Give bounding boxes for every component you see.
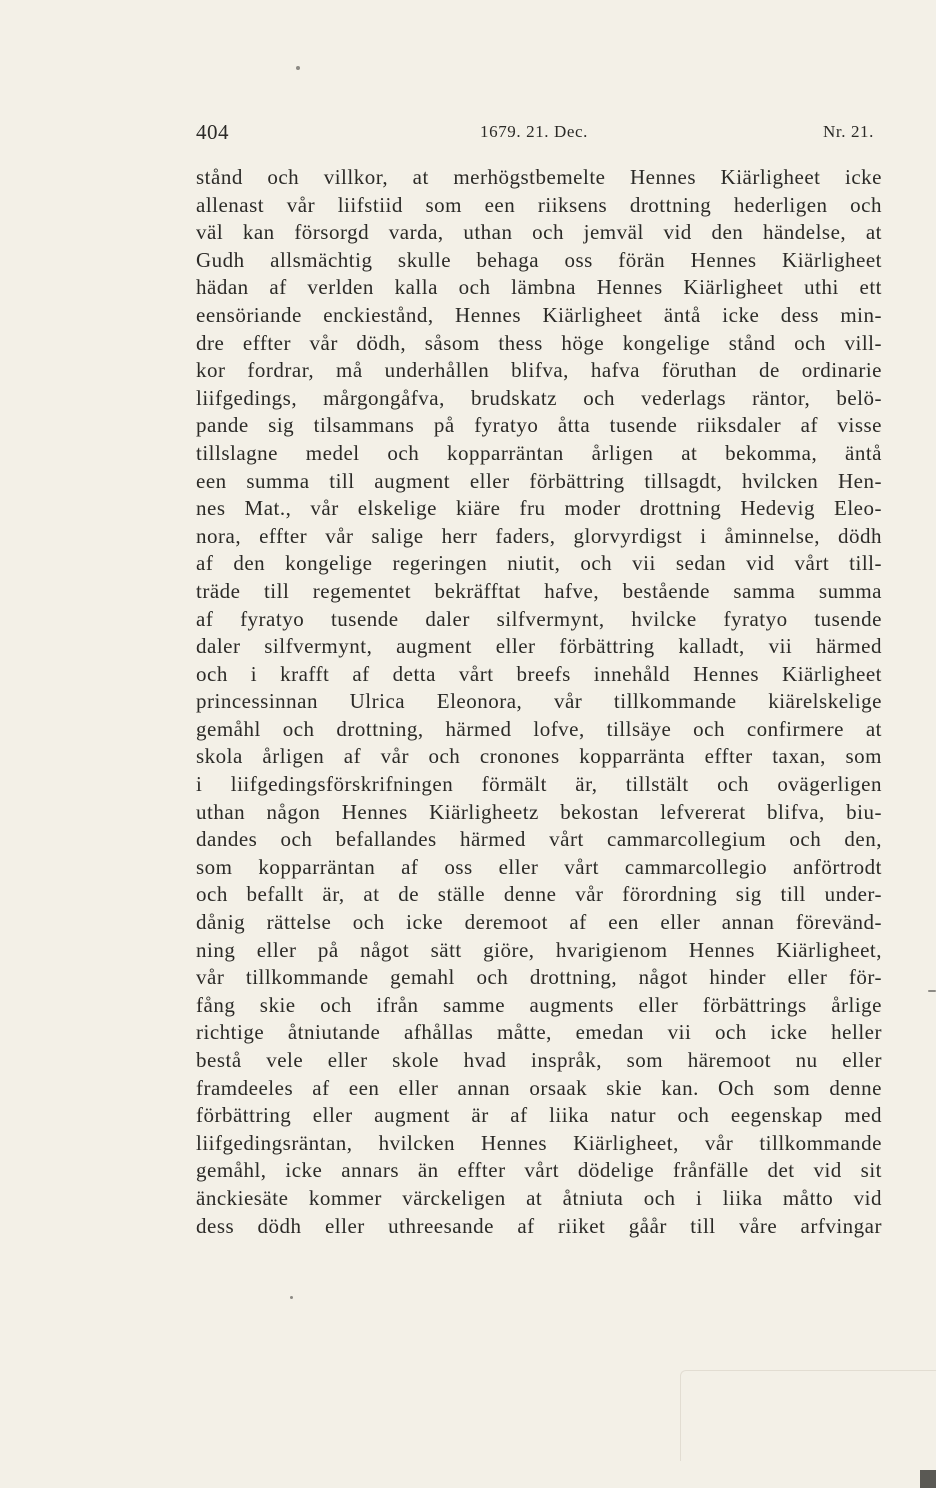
text-line: träde till regementet bekräfftat hafve, bestående samma summa [196,578,882,603]
text-line: dandes och befallandes härmed vårt cammarcollegium och den, [196,827,882,852]
text-line: ning eller på något sätt giöre, hvarigienom Hennes Kiärligheet, [196,937,882,962]
text-line: vår tillkommande gemahl och drottning, något hinder eller för- [196,965,882,990]
text-line: och befallt är, at de ställe denne vår förordning sig till under- [196,882,882,907]
text-line: och i krafft af detta vårt breefs innehåld Hennes Kiärligheet [196,661,882,686]
text-line: nora, effter vår salige herr faders, glorvyrdigst i åminnelse, dödh [196,523,882,548]
text-line: dånig rättelse och icke deremoot af een eller annan förevänd- [196,910,882,935]
text-line: nes Mat., vår elskelige kiäre fru moder drottning Hedevig Eleo- [196,496,882,521]
text-line: stånd och villkor, at merhögstbemelte Hennes Kiärligheet icke [196,165,882,189]
text-line: een summa till augment eller förbättring tillsagdt, hvilcken Hen- [196,468,882,493]
text-line: liifgedingsräntan, hvilcken Hennes Kiärligheet, vår tillkommande [196,1130,882,1155]
header-date: 1679. 21. Dec. [480,122,589,141]
text-line: dre effter vår dödh, såsom thess höge kongelige stånd och vill- [196,330,882,355]
text-line: dess dödh eller uthreesande af riiket gåår till våre arfvingar [196,1213,882,1238]
scan-edge-strip [920,1470,936,1488]
text-line: af fyratyo tusende daler silfvermynt, hvilcke fyratyo tusende [196,606,882,631]
text-line: allenast vår liifstiid som een riiksens drottning hederligen och [196,192,882,217]
page-number: 404 [196,120,229,144]
text-line: liifgedings, mårgongåfva, brudskatz och vederlags räntor, belö- [196,385,882,410]
text-line: skola årligen af vår och cronones kopparränta effter taxan, som [196,744,882,769]
text-line: bestå vele eller skole hvad inspråk, som häremoot nu eller [196,1048,882,1072]
scan-speck [296,66,300,70]
text-line: i liifgedingsförskrifningen förmält är, tillstält och ovägerligen [196,772,882,797]
text-line: uthan någon Hennes Kiärligheetz bekostan lefvererat blifva, biu- [196,799,882,824]
page-header [196,120,874,148]
text-line: princessinnan Ulrica Eleonora, vår tillkommande kiärelskelige [196,689,882,714]
text-line: af den kongelige regeringen niutit, och vii sedan vid vårt till- [196,551,882,576]
text-line: hädan af verlden kalla och lämbna Hennes Kiärligheet uthi ett [196,275,882,300]
text-line: änckiesäte kommer värckeligen at åtniuta och i liika måtto vid [196,1185,882,1210]
text-line: som kopparräntan af oss eller vårt cammarcollegio anförtrodt [196,854,882,879]
text-line: framdeeles af een eller annan orsaak skie kan. Och som denne [196,1075,882,1100]
text-line: eensöriande enckiestånd, Hennes Kiärligheet äntå icke dess min- [196,302,882,327]
scan-speck [290,1296,293,1299]
text-line: Gudh allsmächtig skulle behaga oss förän Hennes Kiärligheet [196,247,882,272]
scan-speck [928,990,936,992]
body-text [196,164,882,1240]
text-line: tillslagne medel och kopparräntan årligen at bekomma, äntå [196,440,882,465]
text-line: väl kan försorgd varda, uthan och jemväl vid den händelse, at [196,220,882,245]
text-line: richtige åtniutande afhållas måtte, emedan vii och icke heller [196,1020,882,1045]
text-line: pande sig tilsammans på fyratyo åtta tusende riiksdaler af visse [196,413,882,438]
text-line: daler silfvermynt, augment eller förbättring kalladt, vii härmed [196,634,882,659]
text-line: gemåhl och drottning, härmed lofve, tillsäye och confirmere at [196,716,882,741]
document-number: Nr. 21. [823,122,874,141]
scan-shadow [680,1370,936,1461]
text-line: fång skie och ifrån samme augments eller förbättrings årlige [196,992,882,1017]
text-line: kor fordrar, må underhållen blifva, hafva föruthan de ordinarie [196,358,882,383]
text-line: gemåhl, icke annars än effter vårt dödelige frånfälle det vid sit [196,1158,882,1183]
text-line: förbättring eller augment är af liika natur och eegenskap med [196,1103,882,1128]
